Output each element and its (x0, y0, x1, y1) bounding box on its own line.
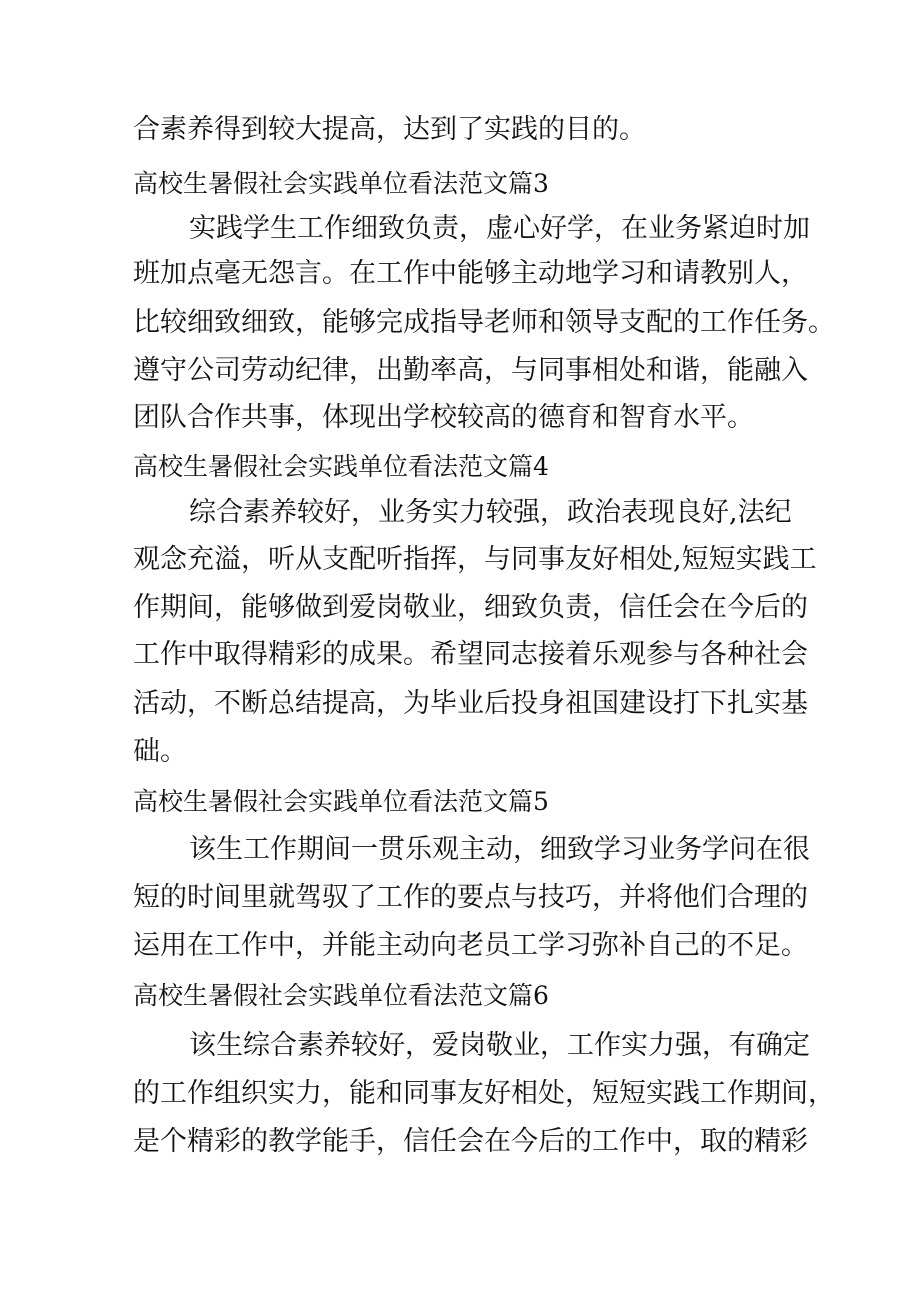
paragraph-line: 综合素养较好，业务实力较强，政治表现良好,法纪 (189, 497, 792, 528)
paragraph-line: 该生工作期间一贯乐观主动，细致学习业务学问在很 (189, 834, 810, 865)
paragraph-line: 班加点毫无怨言。在工作中能够主动地学习和请教别人， (133, 258, 808, 289)
paragraph-line: 合素养得到较大提高，达到了实践的目的。 (133, 114, 646, 145)
paragraph-line: 是个精彩的教学能手，信任会在今后的工作中，取的精彩 (133, 1126, 808, 1157)
paragraph-line: 础。 (133, 736, 187, 767)
paragraph-line: 该生综合素养较好，爱岗敬业，工作实力强，有确定 (189, 1030, 810, 1061)
paragraph-line: 短的时间里就驾驭了工作的要点与技巧，并将他们合理的 (133, 882, 808, 913)
paragraph-line: 观念充溢，听从支配听指挥，与同事友好相处,短短实践工 (133, 544, 817, 575)
section-heading: 高校生暑假社会实践单位看法范文篇3 (133, 169, 549, 198)
paragraph-line: 工作中取得精彩的成果。希望同志接着乐观参与各种社会 (133, 639, 808, 670)
paragraph-line: 团队合作共事，体现出学校较高的德育和智育水平。 (133, 402, 754, 433)
paragraph-line: 的工作组织实力，能和同事友好相处，短短实践工作期间， (133, 1078, 835, 1109)
section-heading: 高校生暑假社会实践单位看法范文篇6 (133, 981, 549, 1010)
paragraph-line: 实践学生工作细致负责，虚心好学，在业务紧迫时加 (189, 213, 810, 244)
paragraph-line: 遵守公司劳动纪律，出勤率高，与同事相处和谐，能融入 (133, 355, 808, 386)
paragraph-line: 运用在工作中，并能主动向老员工学习弥补自己的不足。 (133, 930, 808, 961)
paragraph-line: 活动，不断总结提高，为毕业后投身祖国建设打下扎实基 (133, 688, 808, 719)
paragraph-line: 作期间，能够做到爱岗敬业，细致负责，信任会在今后的 (133, 592, 808, 623)
paragraph-line: 比较细致细致，能够完成指导老师和领导支配的工作任务。 (133, 307, 835, 338)
section-heading: 高校生暑假社会实践单位看法范文篇4 (133, 452, 549, 481)
section-heading: 高校生暑假社会实践单位看法范文篇5 (133, 787, 549, 816)
